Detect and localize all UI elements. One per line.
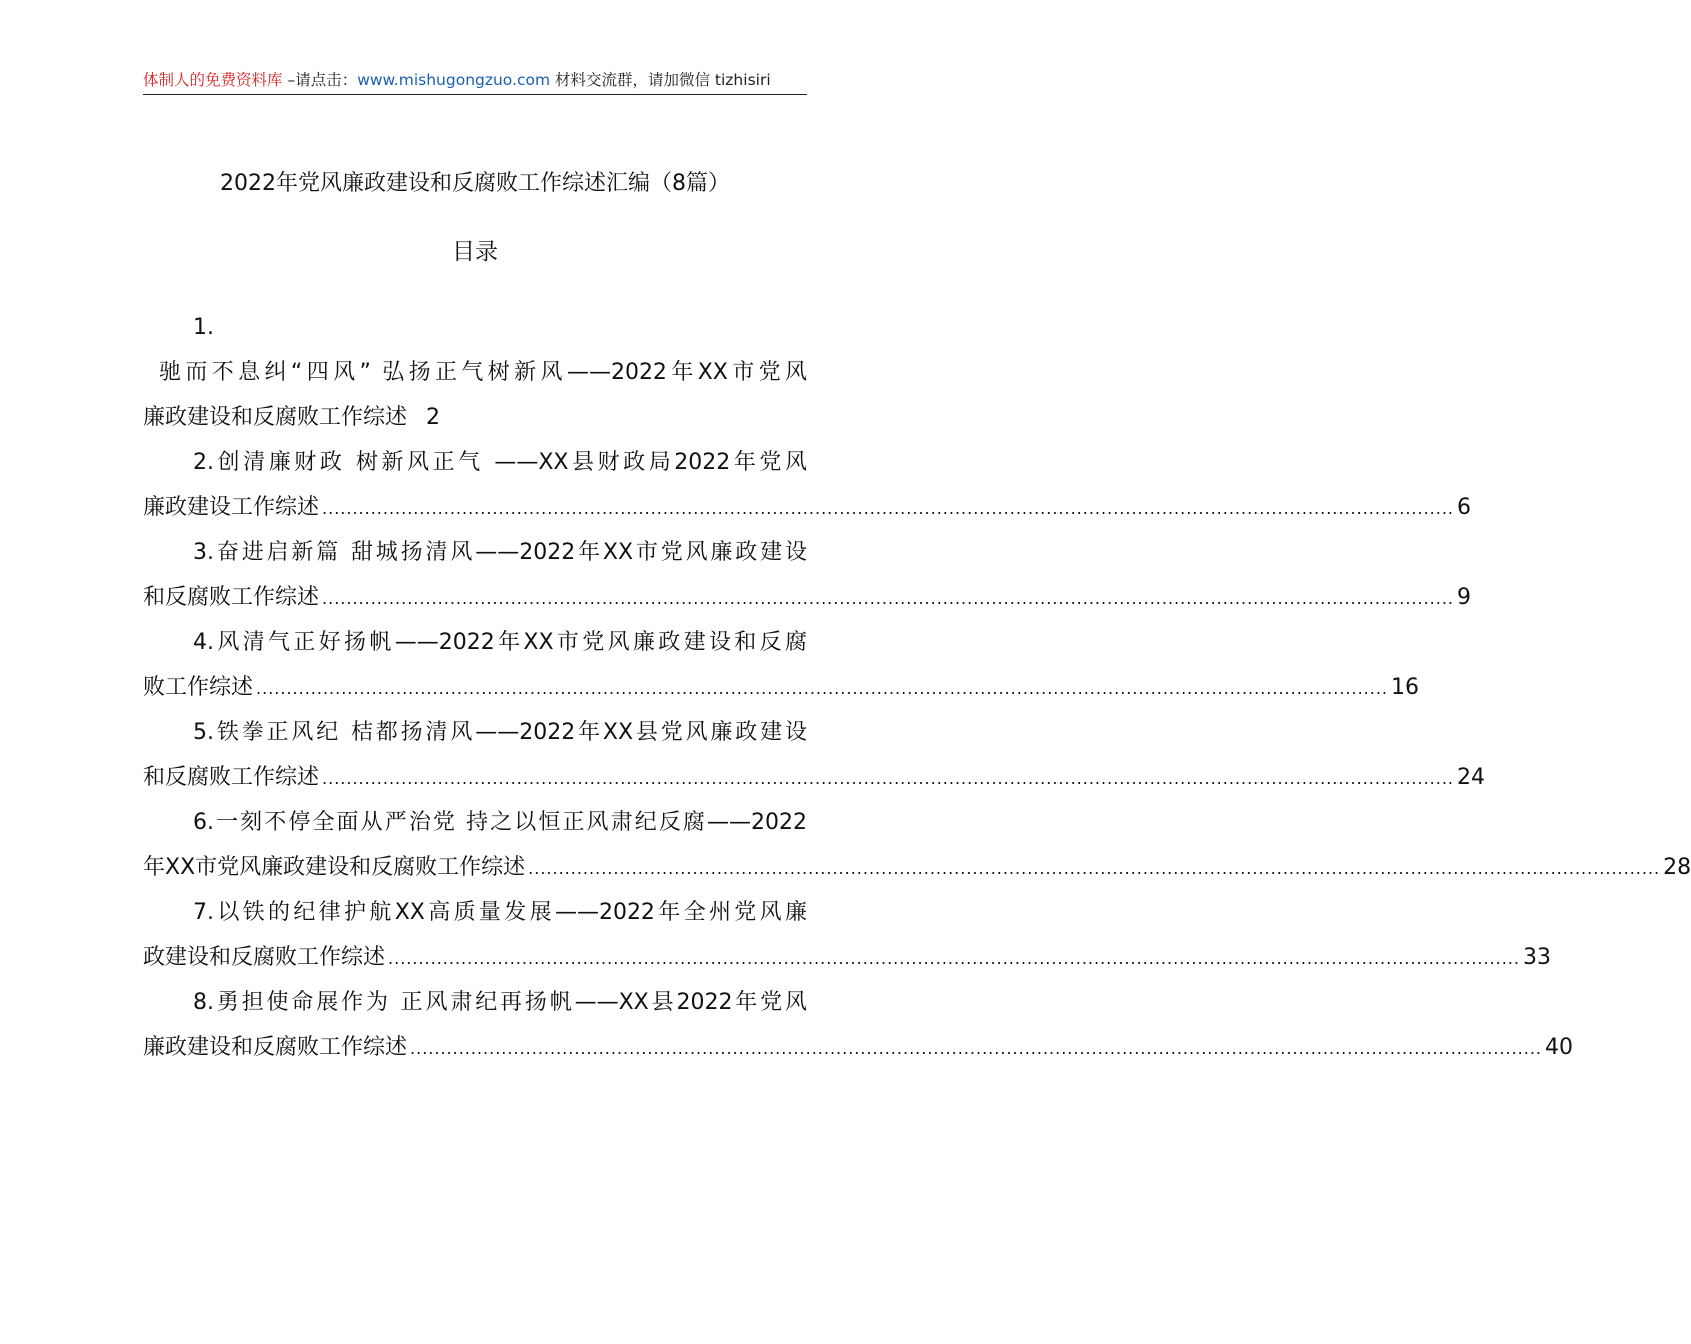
toc-entry-7-line1[interactable]: 7.以铁的纪律护航XX高质量发展——2022年全州党风廉 [193, 900, 807, 925]
toc-entry-2-line1[interactable]: 2.创清廉财政 树新风正气 ——XX县财政局2022年党风 [193, 450, 807, 475]
toc-entry-3-page: 9 [1457, 585, 1471, 610]
toc-entry-2-leader: .......................................................................................................................................................................................... [322, 499, 1454, 518]
toc-entry-8-title-end: 廉政建设和反腐败工作综述 [143, 1035, 408, 1060]
toc-entry-3-leader: .......................................................................................................................................................................................... [322, 589, 1454, 608]
toc-entry-1-line2[interactable] [143, 396, 807, 440]
toc-entry-2-title-end: 廉政建设工作综述 [143, 495, 320, 520]
toc-entry-5-line1[interactable]: 5.铁拳正风纪 桔都扬清风——2022年XX县党风廉政建设 [193, 720, 807, 745]
toc-entry-1-line1[interactable]: 驰而不息纠“四风” 弘扬正气树新风——2022年XX市党风 [159, 360, 807, 385]
toc-entry-4-line1[interactable]: 4.风清气正好扬帆——2022年XX市党风廉政建设和反腐 [193, 630, 807, 655]
toc-entry-7-page: 33 [1523, 945, 1551, 970]
toc-entry-8-line2[interactable] [143, 1026, 1573, 1070]
toc-entry-1-page: 2 [426, 405, 441, 430]
toc-entry-7-line2[interactable] [143, 936, 1551, 980]
page-header [143, 66, 807, 95]
toc-entry-6-title-end: 年XX市党风廉政建设和反腐败工作综述 [143, 855, 526, 880]
toc-entry-8-leader: .......................................................................................................................................................................................... [410, 1039, 1542, 1058]
toc-entry-6-line2[interactable] [143, 846, 1691, 890]
toc-entry-8-page: 40 [1545, 1035, 1573, 1060]
toc-entry-6-leader: .......................................................................................................................................................................................... [528, 859, 1661, 878]
header-separator: –请点击： [282, 71, 358, 89]
toc-entry-1-title-end: 廉政建设和反腐败工作综述 [143, 405, 408, 430]
header-note: 材料交流群，请加微信 tizhisiri [550, 71, 771, 89]
toc-entry-6-line1[interactable]: 6.一刻不停全面从严治党 持之以恒正风肃纪反腐——2022 [193, 810, 807, 835]
toc-entry-6-page: 28 [1663, 855, 1691, 880]
toc-entry-3-title-end: 和反腐败工作综述 [143, 585, 320, 610]
header-brand: 体制人的免费资料库 [143, 71, 283, 89]
toc-entry-7-leader: .......................................................................................................................................................................................... [388, 949, 1520, 968]
toc-entry-4-line2[interactable] [143, 666, 1419, 710]
header-url-link[interactable]: www.mishugongzuo.com [357, 71, 551, 89]
toc-entry-7-title-end: 政建设和反腐败工作综述 [143, 945, 386, 970]
toc-entry-5-title-end: 和反腐败工作综述 [143, 765, 320, 790]
toc-entry-3-line1[interactable]: 3.奋进启新篇 甜城扬清风——2022年XX市党风廉政建设 [193, 540, 807, 565]
toc-entry-8-line1[interactable]: 8.勇担使命展作为 正风肃纪再扬帆——XX县2022年党风 [193, 990, 807, 1015]
toc-entry-3-line2[interactable] [143, 576, 1471, 620]
toc-entry-4-leader: .......................................................................................................................................................................................... [256, 679, 1388, 698]
toc-entry-5-page: 24 [1457, 765, 1485, 790]
toc-entry-1-number[interactable]: 1. [193, 315, 214, 340]
toc-entry-5-leader: .......................................................................................................................................................................................... [322, 769, 1454, 788]
toc-entry-4-title-end: 败工作综述 [143, 675, 254, 700]
toc-heading: 目录 [452, 239, 498, 265]
toc-entry-2-line2[interactable] [143, 486, 1471, 530]
document-title: 2022年党风廉政建设和反腐败工作综述汇编（8篇） [220, 171, 730, 196]
toc-entry-5-line2[interactable] [143, 756, 1485, 800]
toc-entry-2-page: 6 [1457, 495, 1471, 520]
toc-entry-4-page: 16 [1391, 675, 1419, 700]
